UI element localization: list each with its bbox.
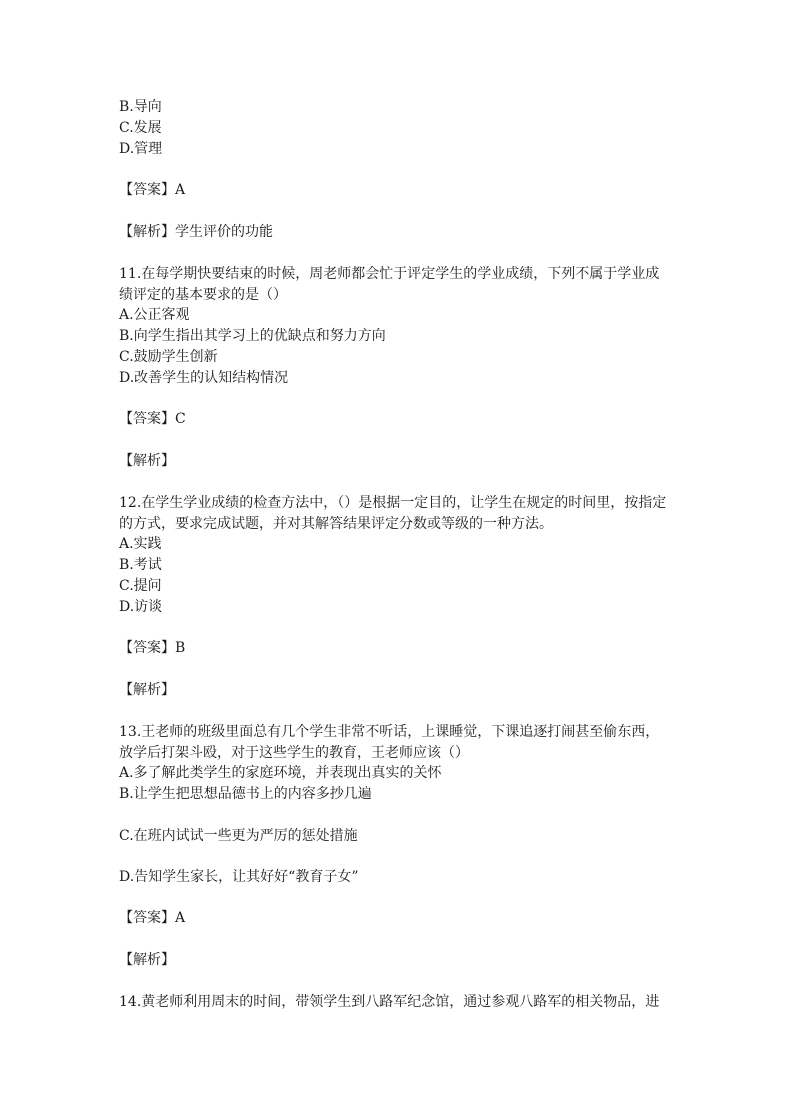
option-c: C.在班内试试一些更为严厉的惩处措施 xyxy=(119,828,358,844)
question-stem: 12.在学生学业成绩的检查方法中，（）是根据一定目的，让学生在规定的时间里，按指定 xyxy=(119,495,667,511)
question-stem: 绩评定的基本要求的是（） xyxy=(119,287,287,303)
answer: 【答案】A xyxy=(119,910,186,926)
analysis: 【解析】 xyxy=(119,952,175,968)
option-a: A.实践 xyxy=(119,536,162,552)
option-a: A.公正客观 xyxy=(119,307,190,323)
question-stem: 13.王老师的班级里面总有几个学生非常不听话，上课睡觉，下课追逐打闹甚至偷东西， xyxy=(119,724,660,740)
option-b: B.让学生把思想品德书上的内容多抄几遍 xyxy=(119,786,372,802)
question-stem: 的方式，要求完成试题，并对其解答结果评定分数或等级的一种方法。 xyxy=(119,516,553,532)
analysis: 【解析】 xyxy=(119,682,175,698)
option-c: C.提问 xyxy=(119,578,162,594)
answer: 【答案】C xyxy=(119,411,186,427)
option-b: B.导向 xyxy=(119,99,162,115)
answer: 【答案】B xyxy=(119,640,186,656)
option-d: D.管理 xyxy=(119,141,163,157)
option-c: C.发展 xyxy=(119,120,162,136)
option-d: D.改善学生的认知结构情况 xyxy=(119,370,289,386)
option-d: D.告知学生家长，让其好好“教育子女” xyxy=(119,869,359,885)
option-d: D.访谈 xyxy=(119,599,163,615)
answer: 【答案】A xyxy=(119,182,186,198)
analysis: 【解析】 xyxy=(119,453,175,469)
option-b: B.考试 xyxy=(119,557,162,573)
question-stem: 11.在每学期快要结束的时候，周老师都会忙于评定学生的学业成绩，下列不属于学业成 xyxy=(119,266,660,282)
analysis: 【解析】学生评价的功能 xyxy=(119,224,273,240)
option-a: A.多了解此类学生的家庭环境，并表现出真实的关怀 xyxy=(119,765,442,781)
question-stem: 14.黄老师利用周末的时间，带领学生到八路军纪念馆，通过参观八路军的相关物品，进 xyxy=(119,994,660,1010)
question-stem: 放学后打架斗殴，对于这些学生的教育，王老师应该（） xyxy=(119,745,469,761)
option-b: B.向学生指出其学习上的优缺点和努力方向 xyxy=(119,328,386,344)
option-c: C.鼓励学生创新 xyxy=(119,349,218,365)
